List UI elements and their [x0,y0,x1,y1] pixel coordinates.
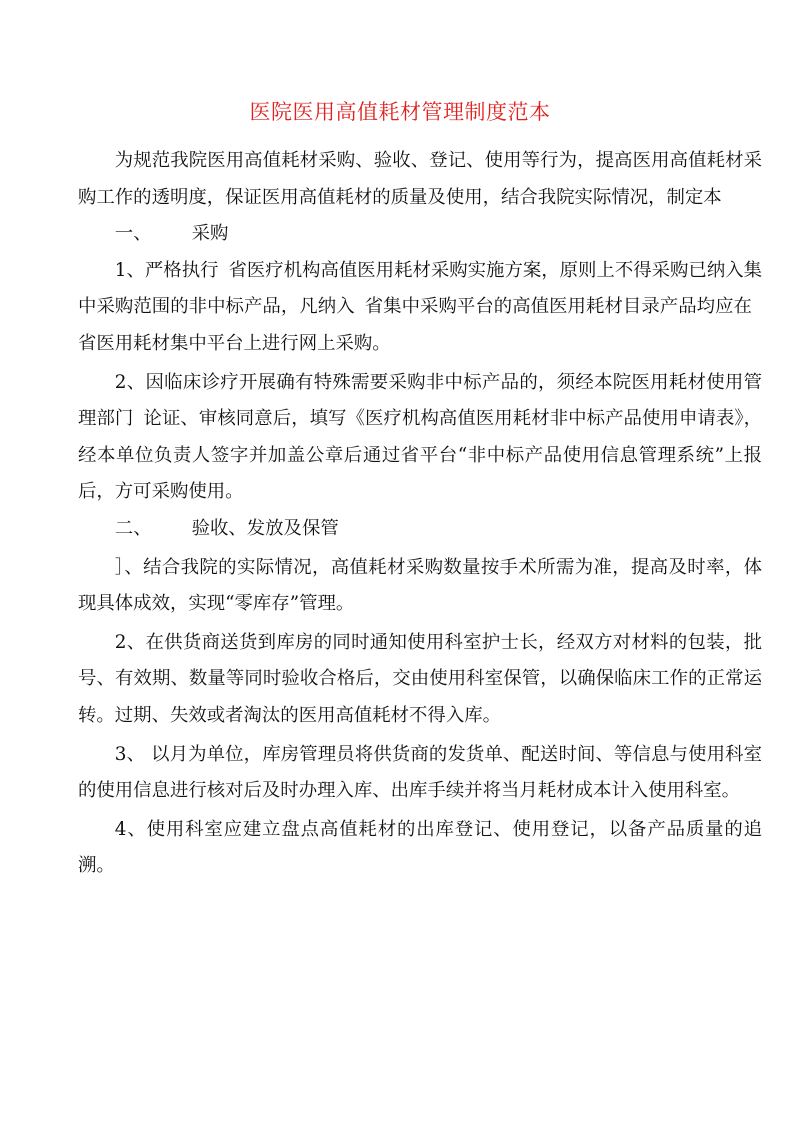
section-heading-acceptance [78,511,762,548]
intro-paragraph: 为规范我院医用高值耗材采购、验收、登记、使用等行为，提高医用高值耗材采购工作的透明度，保证医用高值耗材的质量及使用，结合我院实际情况，制定本 [78,150,762,208]
text-span: 省医用耗材集中平台上进行网上采购。 [78,332,391,354]
text-span: 2、因临床诊疗开展确有特殊需要采购非中标产品的，须经本院医用耗材使用管理部门 [78,371,762,430]
text-span: 省集中采购平台的高值医用耗材目录产品均应在 [364,296,752,318]
section-heading-procurement [78,216,762,253]
section-number: 二、 [114,517,152,539]
acceptance-paragraph-4: 4、使用科室应建立盘点高值耗材的出库登记、使用登记，以备产品质量的追溯。 [78,818,762,877]
section-number: 一、 [114,223,152,245]
text-span: 1、严格执行 [114,259,219,281]
section-label: 验收、发放及保管 [191,517,339,539]
text-span: 论证、审核同意后，填写《医疗机构高值医用耗材非中标产品使用申请表》，经本单位负责人签字并加盖公章后通过省平台“非中标产品使用信息管理系统”上报后，方可采购使用。 [78,408,762,503]
procurement-paragraph-2 [78,365,762,511]
acceptance-paragraph-3: 3、 以月为单位，库房管理员将供货商的发货单、配送时间、等信息与使用科室的使用信息进行核对后及时办理入库、出库手续并将当月耗材成本计入使用科室。 [78,743,762,802]
section-label: 采购 [191,223,229,245]
procurement-paragraph-1 [78,253,762,363]
text-span: 省医疗机构高值医用耗材采购实施方案，原则上不得采购已纳入集中采购范围的非中标产品，凡纳入 [78,259,762,318]
acceptance-paragraph-1: ］、结合我院的实际情况，高值耗材采购数量按手术所需为准，提高及时率，体现具体成效，实现“零库存”管理。 [78,556,762,615]
document-title: 医院医用高值耗材管理制度范本 [249,100,551,124]
acceptance-paragraph-2: 2、在供货商送货到库房的同时通知使用科室护士长，经双方对材料的包装，批号、有效期、数量等同时验收合格后，交由使用科室保管，以确保临床工作的正常运转。过期、失效或者淘汰的医用高值耗材不得入库。 [78,631,762,726]
document-body [78,143,762,885]
